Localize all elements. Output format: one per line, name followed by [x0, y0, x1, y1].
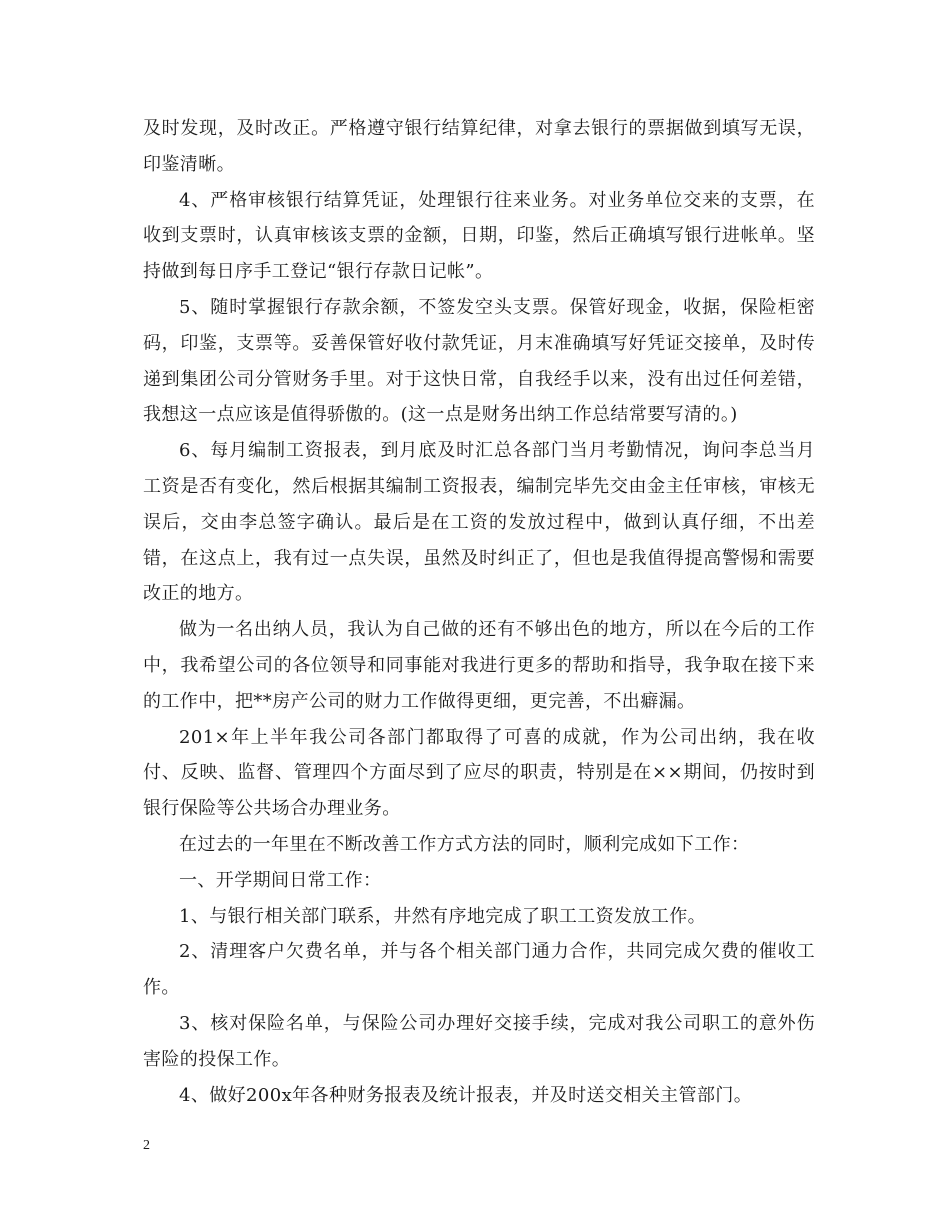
list-item: 2、清理客户欠费名单，并与各个相关部门通力合作，共同完成欠费的催收工作。: [143, 941, 815, 999]
paragraph: 6、每月编制工资报表，到月底及时汇总各部门当月考勤情况，询问李总当月工资是否有变化，然后根据其编制工资报表，编制完毕先交由金主任审核，审核无误后，交由李总签字确认。最后是在工资的发放过程中，做到认真仔细，不出差错，在这点上，我有过一点失误，虽然及时纠正了，但也是我值得提高警惕和需要改正的地方。: [143, 440, 815, 605]
page-number: 2: [143, 1138, 150, 1153]
paragraph: 做为一名出纳人员，我认为自己做的还有不够出色的地方，所以在今后的工作中，我希望公司的各位领导和同事能对我进行更多的帮助和指导，我争取在接下来的工作中，把**房产公司的财力工作做得更细，更完善，不出癖漏。: [143, 619, 815, 712]
list-item: 4、做好200x年各种财务报表及统计报表，并及时送交相关主管部门。: [179, 1084, 753, 1106]
paragraph: 在过去的一年里在不断改善工作方式方法的同时，顺利完成如下工作：: [179, 833, 750, 855]
list-item: 1、与银行相关部门联系，井然有序地完成了职工工资发放工作。: [179, 905, 707, 927]
section-heading: 一、开学期间日常工作：: [179, 869, 382, 891]
paragraph: 201×年上半年我公司各部门都取得了可喜的成就，作为公司出纳，我在收付、反映、监督、管理四个方面尽到了应尽的职责，特别是在××期间，仍按时到银行保险等公共场合办理业务。: [143, 726, 815, 820]
paragraph: 及时发现，及时改正。严格遵守银行结算纪律，对拿去银行的票据做到填写无误，印鉴清晰。: [143, 118, 815, 175]
list-item: 3、核对保险名单，与保险公司办理好交接手续，完成对我公司职工的意外伤害险的投保工作。: [143, 1012, 815, 1070]
paragraph: 4、严格审核银行结算凭证，处理银行往来业务。对业务单位交来的支票，在收到支票时，认真审核该支票的金额，日期，印鉴，然后正确填写银行进帐单。坚持做到每日序手工登记“银行存款日记帐”。: [143, 189, 815, 283]
document-body: [143, 111, 815, 1113]
paragraph: 5、随时掌握银行存款余额，不签发空头支票。保管好现金，收据，保险柜密码，印鉴，支票等。妥善保管好收付款凭证，月末准确填写好凭证交接单，及时传递到集团公司分管财务手里。对于这快日常，自我经手以来，没有出过任何差错，我想这一点应该是值得骄傲的。(这一点是财务出纳工作总结常要写清的。): [143, 296, 815, 426]
